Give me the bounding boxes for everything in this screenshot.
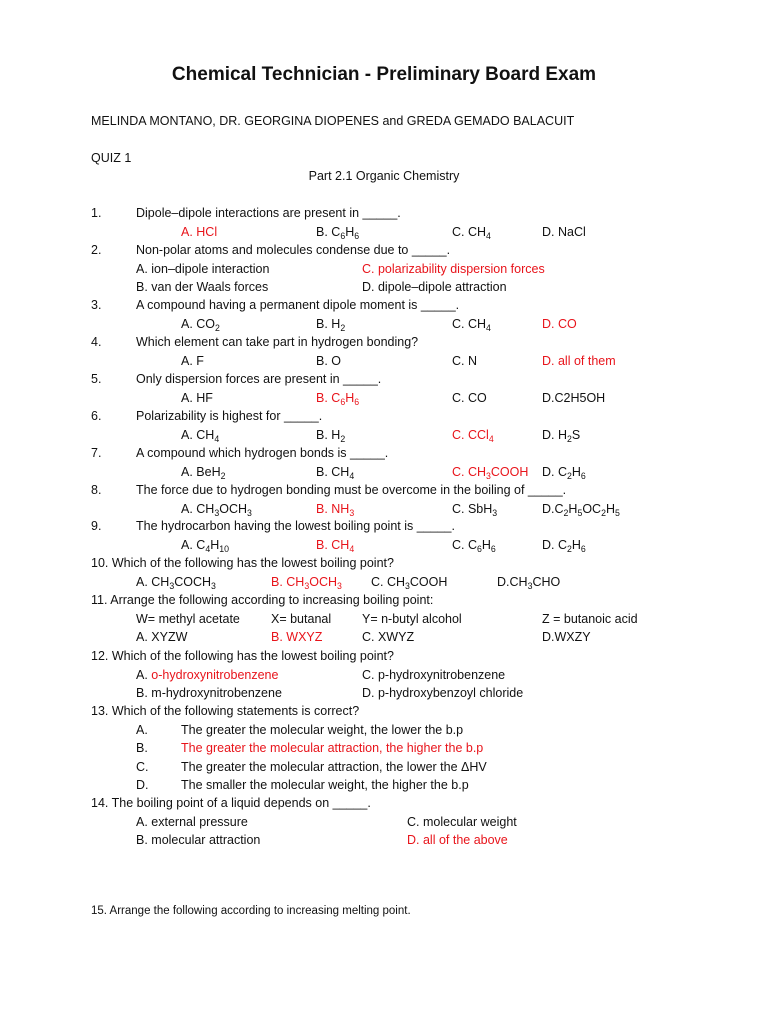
text-fragment: OC [582,501,602,516]
answer-option [181,389,213,407]
text-fragment: D. C [542,464,567,479]
question-number: 7. [91,446,102,460]
answer-option [316,315,345,333]
subscript: 4 [349,470,355,481]
question-text: 10. Which of the following has the lowest boiling point? [91,556,394,570]
question-number: 3. [91,298,102,312]
text-fragment: B. H [316,427,341,442]
text-fragment: D.C2H5OH [542,390,606,405]
answer-option [136,666,278,684]
text-fragment: C. C [452,537,477,552]
subscript: 2 [567,470,572,481]
answer-option [316,223,359,241]
subscript: 3 [527,580,533,591]
answer-option [542,536,586,554]
text-fragment: B. CH [271,574,305,589]
subscript: 6 [340,230,346,241]
subscript: 6 [354,396,360,407]
part-heading: Part 2.1 Organic Chemistry [308,169,460,183]
question-number: 4. [91,335,102,349]
text-fragment: C. p-hydroxynitrobenzene [362,667,506,682]
answer-option [362,666,505,684]
text-fragment: B. H [316,316,341,331]
text-fragment: A. external pressure [136,814,248,829]
answer-option [362,278,507,296]
subscript: 3 [214,507,220,518]
answer-option [362,628,414,646]
text-fragment: The greater the molecular weight, the lower the b.p [181,722,464,737]
answer-option [452,536,496,554]
text-fragment: X= butanal [271,611,332,626]
text-fragment: B. C [316,390,341,405]
subscript: 6 [354,230,360,241]
answer-option [316,426,345,444]
answer-option [407,813,517,831]
authors-line: MELINDA MONTANO, DR. GEORGINA DIOPENES and GREDA GEMADO BALACUIT [91,114,575,128]
text-fragment: D. C [542,537,567,552]
question-text: Dipole–dipole interactions are present in _____. [136,206,401,220]
answer-option [542,500,620,518]
text-fragment: C. CH [371,574,406,589]
answer-option [542,389,605,407]
subscript: 3 [492,507,498,518]
answer-option [181,739,483,757]
correct-answer-option [407,831,508,849]
text-fragment: H [210,537,220,552]
answer-option [181,758,487,776]
text-fragment: CHO [532,574,561,589]
answer-option [371,573,447,591]
option-letter: B. [136,741,148,755]
text-fragment: C. SbH [452,501,493,516]
answer-option [181,463,225,481]
text-fragment: The smaller the molecular weight, the higher the b.p [181,778,469,792]
question-text: The force due to hydrogen bonding must be overcome in the boiling of _____. [136,483,567,497]
text-fragment: B. WXYZ [271,630,323,644]
subscript: 4 [486,322,491,333]
answer-option [362,684,523,702]
subscript: 4 [349,543,355,554]
text-fragment: H [345,224,355,239]
text-fragment: A. F [181,353,204,368]
text-fragment: C. molecular weight [407,814,517,829]
text-fragment: D. H [542,427,567,442]
question-text: Which element can take part in hydrogen bonding? [136,335,419,349]
text-fragment: C. CH [452,464,487,479]
correct-answer-option [452,463,528,481]
answer-option [542,426,580,444]
answer-option [136,628,187,646]
text-fragment: H [481,537,491,552]
answer-option [452,352,477,370]
subscript: 5 [577,507,583,518]
text-fragment: W= methyl acetate [136,611,240,626]
answer-option [136,260,269,278]
text-fragment: A. CH [181,501,215,516]
question-text: 13. Which of the following statements is correct? [91,704,360,718]
subscript: 2 [220,470,226,481]
answer-option [136,684,282,702]
correct-answer-option [316,500,354,518]
question-text: 14. The boiling point of a liquid depends on _____. [91,796,371,810]
text-fragment: D. NaCl [542,224,586,239]
correct-answer-option [316,536,354,554]
text-fragment: B. CH [316,464,350,479]
subscript: 3 [304,580,310,591]
text-fragment: Z = butanoic acid [542,611,638,626]
text-fragment: B. CH [316,537,350,552]
text-fragment: H [571,537,581,552]
answer-option [452,500,497,518]
question-text: A compound having a permanent dipole moment is _____. [136,298,460,312]
answer-option [181,721,463,739]
text-fragment: OCH [219,501,247,516]
question-text: 11. Arrange the following according to increasing boiling point: [91,593,434,607]
subscript: 4 [486,230,491,241]
text-fragment: C. CH [452,224,487,239]
subscript: 3 [486,470,491,481]
text-fragment: B. C [316,224,341,239]
subscript: 6 [477,543,482,554]
text-fragment: OCH [309,574,337,589]
answer-option [181,536,229,554]
text-fragment: o-hydroxynitrobenzene [151,667,279,682]
text-fragment: C. CH [452,316,487,331]
question-number: 5. [91,372,102,386]
quiz-label: QUIZ 1 [91,151,132,165]
correct-answer-option [542,352,616,370]
answer-option [181,776,469,794]
subscript: 3 [247,507,252,518]
text-fragment: C. CO [452,390,487,405]
text-fragment: A. CH [181,427,215,442]
subscript: 3 [211,580,216,591]
text-fragment: C. XWYZ [362,630,415,644]
text-fragment: The greater the molecular attraction, the lower the ΔHV [181,759,487,774]
question-number: 9. [91,519,102,533]
subscript: 4 [214,433,220,444]
text-fragment: H [568,501,578,516]
text-fragment: S [571,427,581,442]
text-fragment: D. all of the above [407,833,508,847]
answer-option [542,223,586,241]
answer-option [542,463,586,481]
definition-item [271,610,331,628]
question-number: 8. [91,483,102,497]
subscript: 2 [215,322,220,333]
question-text: 12. Which of the following has the lowest boiling point? [91,649,394,663]
answer-option [542,628,591,646]
option-letter: C. [136,759,149,774]
subscript: 2 [567,433,572,444]
text-fragment: A. XYZW [136,630,188,644]
question-text: Only dispersion forces are present in _____. [136,372,382,386]
answer-option [181,500,252,518]
text-fragment: A. C [181,537,206,552]
answer-option [181,315,220,333]
answer-option [181,426,219,444]
definition-item [542,610,638,628]
text-fragment: A. ion–dipole interaction [136,261,270,276]
question-text: Non-polar atoms and molecules condense due to _____. [136,243,451,257]
text-fragment: D.CH [497,574,528,589]
subscript: 6 [490,543,496,554]
text-fragment: A. CH [136,574,170,589]
correct-answer-option [316,389,359,407]
answer-option [452,389,487,407]
correct-answer-option [181,223,217,241]
page-title: Chemical Technician - Preliminary Board Exam [171,64,597,85]
text-fragment: Y= n-butyl alcohol [362,611,462,626]
subscript: 2 [567,543,572,554]
answer-option [136,813,248,831]
text-fragment: D. dipole–dipole attraction [362,280,507,294]
text-fragment: B. O [316,353,342,368]
option-letter: A. [136,722,148,737]
subscript: 3 [405,580,410,591]
correct-answer-option [542,315,577,333]
subscript: 4 [488,433,494,444]
text-fragment: B. m-hydroxynitrobenzene [136,686,282,700]
answer-option [316,463,354,481]
text-fragment: B. NH [316,501,350,516]
question-number: 1. [91,206,102,220]
text-fragment: D. all of them [542,353,616,368]
text-fragment: D. CO [542,316,577,331]
subscript: 3 [349,507,355,518]
text-fragment: COOH [490,464,529,479]
text-fragment: A. HF [181,390,213,405]
text-fragment: C. N [452,353,477,368]
text-fragment: C. CCl [452,427,489,442]
text-fragment: C. polarizability dispersion forces [362,261,545,276]
subscript: 2 [340,433,346,444]
subscript: 6 [580,543,586,554]
answer-option [136,573,216,591]
definition-item [136,610,240,628]
answer-option [452,315,491,333]
text-fragment: H [605,501,615,516]
subscript: 6 [340,396,346,407]
text-fragment: The greater the molecular attraction, the higher the b.p [181,741,484,755]
question-text: 15. Arrange the following according to increasing melting point. [91,905,411,917]
answer-option [497,573,560,591]
answer-option [136,831,260,849]
question-text: A compound which hydrogen bonds is _____. [136,446,389,460]
correct-answer-option [271,573,342,591]
question-text: Polarizability is highest for _____. [136,409,323,423]
text-fragment: A. [136,667,152,682]
text-fragment: B. molecular attraction [136,833,261,847]
correct-answer-option [271,628,322,646]
answer-option [316,352,341,370]
text-fragment: A. BeH [181,464,221,479]
answer-option [136,278,268,296]
subscript: 5 [614,507,620,518]
text-fragment: H [571,464,581,479]
text-fragment: COOH [409,574,448,589]
question-text: The hydrocarbon having the lowest boiling point is _____. [136,519,455,533]
subscript: 10 [219,543,229,554]
text-fragment: D.C [542,501,564,516]
text-fragment: H [345,390,355,405]
text-fragment: D.WXZY [542,630,591,644]
answer-option [452,223,491,241]
subscript: 3 [169,580,175,591]
definition-item [362,610,462,628]
subscript: 3 [337,580,342,591]
subscript: 6 [580,470,586,481]
question-number: 2. [91,243,102,257]
subscript: 2 [563,507,569,518]
subscript: 2 [601,507,606,518]
correct-answer-option [362,260,545,278]
text-fragment: D. p-hydroxybenzoyl chloride [362,686,524,700]
correct-answer-option [452,426,494,444]
text-fragment: B. van der Waals forces [136,280,269,294]
text-fragment: A. CO [181,316,216,331]
subscript: 2 [340,322,346,333]
option-letter: D. [136,778,149,792]
text-fragment: A. HCl [181,224,218,239]
subscript: 4 [205,543,211,554]
text-fragment: COCH [174,574,212,589]
question-number: 6. [91,409,102,423]
answer-option [181,352,204,370]
